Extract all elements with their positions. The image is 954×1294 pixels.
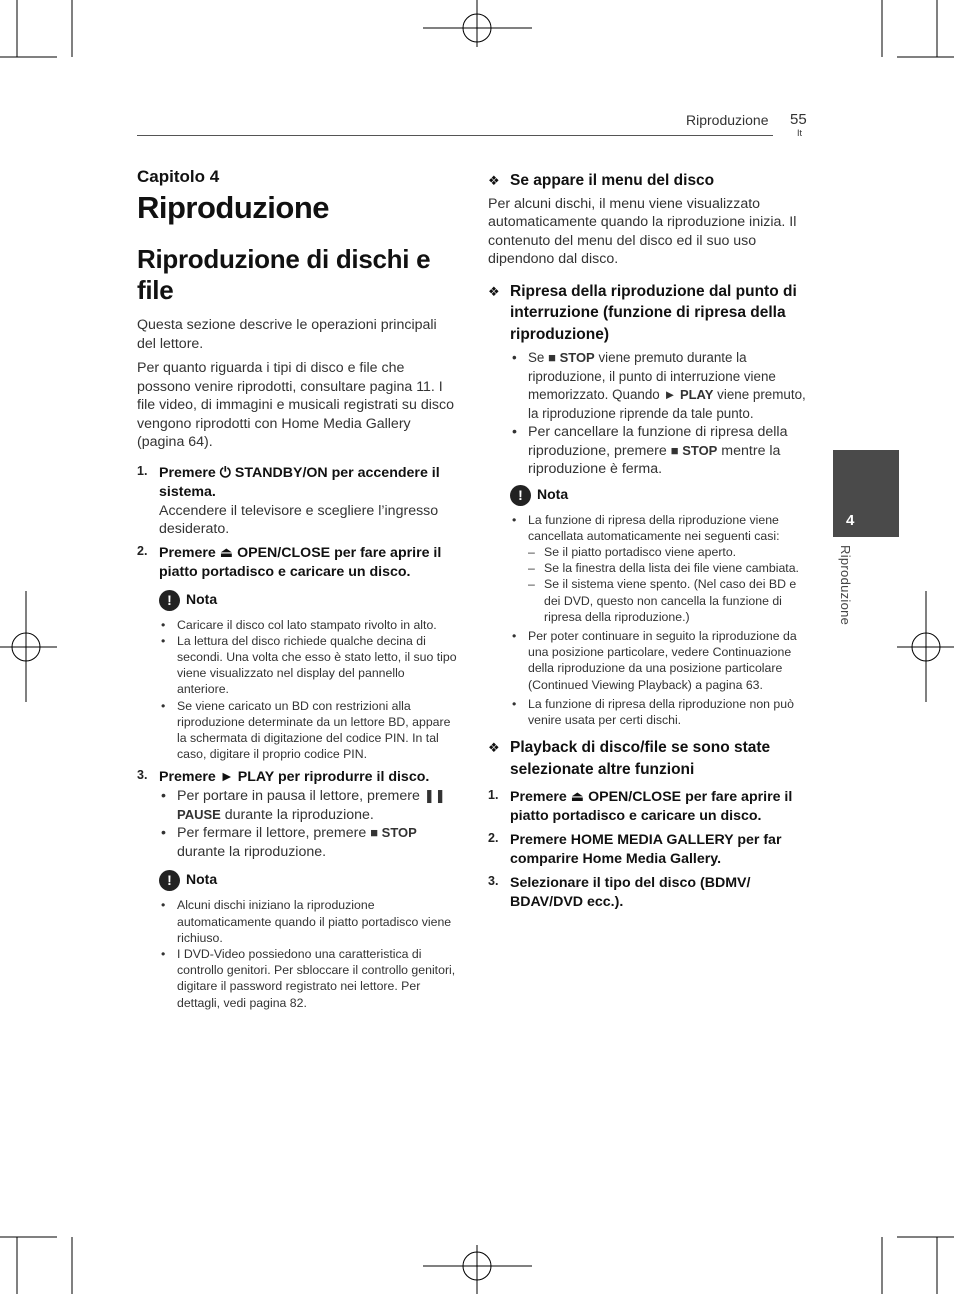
- key-label: OPEN/CLOSE: [237, 544, 331, 561]
- list-item: [159, 824, 459, 861]
- list-item: • Caricare il disco col lato stampato rivolto in alto.: [159, 617, 459, 633]
- step-text: Premere: [159, 464, 220, 481]
- key-label: PLAY: [237, 769, 275, 786]
- step-number: 2.: [137, 543, 148, 558]
- stop-key: ■ STOP: [670, 442, 718, 458]
- key-label: BDMV/ BDAV/DVD: [510, 875, 751, 911]
- step-1: [137, 464, 459, 539]
- step-text: Premere: [510, 832, 571, 849]
- subsection-heading: [488, 737, 810, 780]
- step-2: [488, 831, 810, 869]
- item-text: Se: [528, 350, 549, 365]
- list-item: • Se viene caricato un BD con restrizioni alla riproduzione determinate da un lettore BD, appare la schermata di digitazione del codice PIN. In tal caso, digitare il proprio codice PIN.: [159, 698, 459, 763]
- play-key: ► PLAY: [663, 387, 714, 402]
- chapter-label: Capitolo 4: [137, 167, 220, 186]
- chapter-tab: [833, 450, 899, 537]
- list-item: [510, 349, 810, 423]
- item-text: viene premuto durante la riproduzione, il punto di interruzione viene memorizzato. Quando: [528, 350, 776, 402]
- item-text: Per cancellare la funzione di ripresa della riproduzione, premere: [528, 424, 788, 459]
- intro-paragraph: Questa sezione descrive le operazioni principali del lettore.: [137, 317, 437, 352]
- play-icon: ►: [219, 769, 234, 786]
- nota-2: [137, 870, 459, 1010]
- heading-text: Se appare il menu del disco: [510, 172, 715, 189]
- sub-list-item: – Se il sistema viene spento. (Nel caso dei BD e dei DVD, questo non cancella la funzione di ripresa della riproduzione.): [528, 576, 810, 625]
- page-title: Riproduzione: [137, 190, 330, 225]
- section-title: Riproduzione di dischi e file: [137, 244, 431, 305]
- language-code: It: [797, 128, 803, 138]
- step-text: per riprodurre il disco.: [274, 769, 430, 786]
- eject-icon: ⏏: [219, 544, 234, 561]
- nota-label: Nota: [537, 485, 569, 502]
- disc-menu-paragraph: Per alcuni dischi, il menu viene visualizzato automaticamente quando la riproduzione inizia. Il contenuto del menu del disco ed il suo uso dipendono dal disco.: [488, 195, 797, 267]
- item-text: durante la riproduzione.: [177, 843, 327, 860]
- chapter-tab-number: 4: [846, 512, 855, 529]
- list-item: [510, 423, 810, 479]
- standby-icon: ⏻: [219, 464, 231, 481]
- nota-label: Nota: [186, 590, 218, 607]
- item-text: mentre la riproduzione è ferma.: [528, 442, 781, 477]
- header-rule: [137, 135, 773, 136]
- pause-key: ❚❚ PAUSE: [177, 788, 446, 822]
- sub-list-item: – Se la finestra della lista dei file viene cambiata.: [528, 560, 810, 576]
- item-text: durante la riproduzione.: [220, 806, 374, 823]
- stop-key: ■ STOP: [370, 825, 417, 841]
- chapter-tab-label: Riproduzione: [838, 545, 853, 626]
- list-item: • La funzione di ripresa della riproduzione non può venire usata per certi dischi.: [510, 696, 810, 728]
- heading-text: Playback di disco/file se sono state selezionate altre funzioni: [510, 739, 771, 778]
- diamond-icon: ❖: [488, 173, 500, 188]
- list-item: • Alcuni dischi iniziano la riproduzione automaticamente quando il piatto portadisco viene richiuso.: [159, 897, 459, 946]
- key-label: HOME MEDIA GALLERY: [570, 832, 734, 849]
- nota-1: [137, 590, 459, 763]
- eject-icon: ⏏: [570, 789, 585, 806]
- step-number: 2.: [488, 831, 499, 846]
- step-text: ecc.).: [583, 894, 624, 911]
- step-number: 1.: [137, 463, 148, 478]
- step-2: [137, 544, 459, 582]
- file-types-paragraph: Per quanto riguarda i tipi di disco e file che possono venire riprodotti, consultare pagina 11. I file video, di immagini e musicali registrati su disco vengono riprodotti con Home Media Gallery (pagina 64).: [137, 360, 454, 450]
- diamond-icon: ❖: [488, 740, 500, 756]
- item-text: Per portare in pausa il lettore, premere: [177, 788, 424, 805]
- list-item: • Per poter continuare in seguito la riproduzione da una posizione particolare, vedere Continuazione della riproduzione da una posizione particolare (Continued Viewing Playback) a pagina 63.: [510, 628, 810, 693]
- step-body: Accendere il televisore e scegliere l’ingresso desiderato.: [159, 502, 439, 537]
- list-item: • I DVD-Video possiedono una caratteristica di controllo genitori. Per sbloccare il controllo genitori, digitare il password registrato nei lettore. Per dettagli, vedi pagina 82.: [159, 946, 459, 1011]
- heading-text: Ripresa della riproduzione dal punto di interruzione (funzione di ripresa della riproduzione): [510, 282, 797, 343]
- right-column: [488, 170, 810, 912]
- key-label: OPEN/CLOSE: [588, 789, 682, 806]
- item-text: Per fermare il lettore, premere: [177, 825, 371, 842]
- step-text: Premere: [159, 769, 220, 786]
- left-column: [137, 167, 459, 1011]
- page-number: 55: [790, 111, 807, 128]
- step-3: [488, 874, 810, 912]
- step-number: 3.: [137, 768, 148, 783]
- key-label: STANDBY/ON: [234, 464, 328, 481]
- step-number: 3.: [488, 874, 499, 889]
- step-text: per fare aprire il piatto portadisco e caricare un disco.: [510, 789, 793, 825]
- step-text: per fare aprire il piatto portadisco e caricare un disco.: [159, 544, 442, 580]
- sub-list-item: – Se il piatto portadisco viene aperto.: [528, 544, 810, 560]
- stop-key: ■ STOP: [548, 350, 595, 365]
- step-text: Premere: [159, 544, 220, 561]
- nota-3: [488, 485, 810, 729]
- list-item: • La lettura del disco richiede qualche decina di secondi. Una volta che esso è stato letto, il suo tipo viene visualizzato nel display del pannello anteriore.: [159, 633, 459, 698]
- list-item: • La funzione di ripresa della riproduzione viene cancellata automaticamente nei seguenti casi:: [510, 512, 810, 544]
- warning-icon: !: [510, 485, 531, 506]
- step-3: [137, 768, 459, 861]
- subsection-heading: [488, 170, 810, 192]
- step-text: per accendere il sistema.: [159, 464, 440, 500]
- nota-label: Nota: [186, 871, 218, 888]
- step-text: per far comparire Home Media Gallery.: [510, 832, 782, 868]
- step-text: Premere: [510, 789, 571, 806]
- warning-icon: !: [159, 870, 180, 891]
- list-item: [159, 787, 459, 824]
- step-1: [488, 788, 810, 826]
- warning-icon: !: [159, 590, 180, 611]
- diamond-icon: ❖: [488, 283, 500, 299]
- running-header-section: Riproduzione: [686, 112, 769, 128]
- subsection-heading: [488, 281, 810, 346]
- step-text: Selezionare il tipo del disco (: [510, 875, 705, 892]
- item-text: viene premuto, la riproduzione riprende da tale punto.: [528, 387, 806, 421]
- step-number: 1.: [488, 788, 499, 803]
